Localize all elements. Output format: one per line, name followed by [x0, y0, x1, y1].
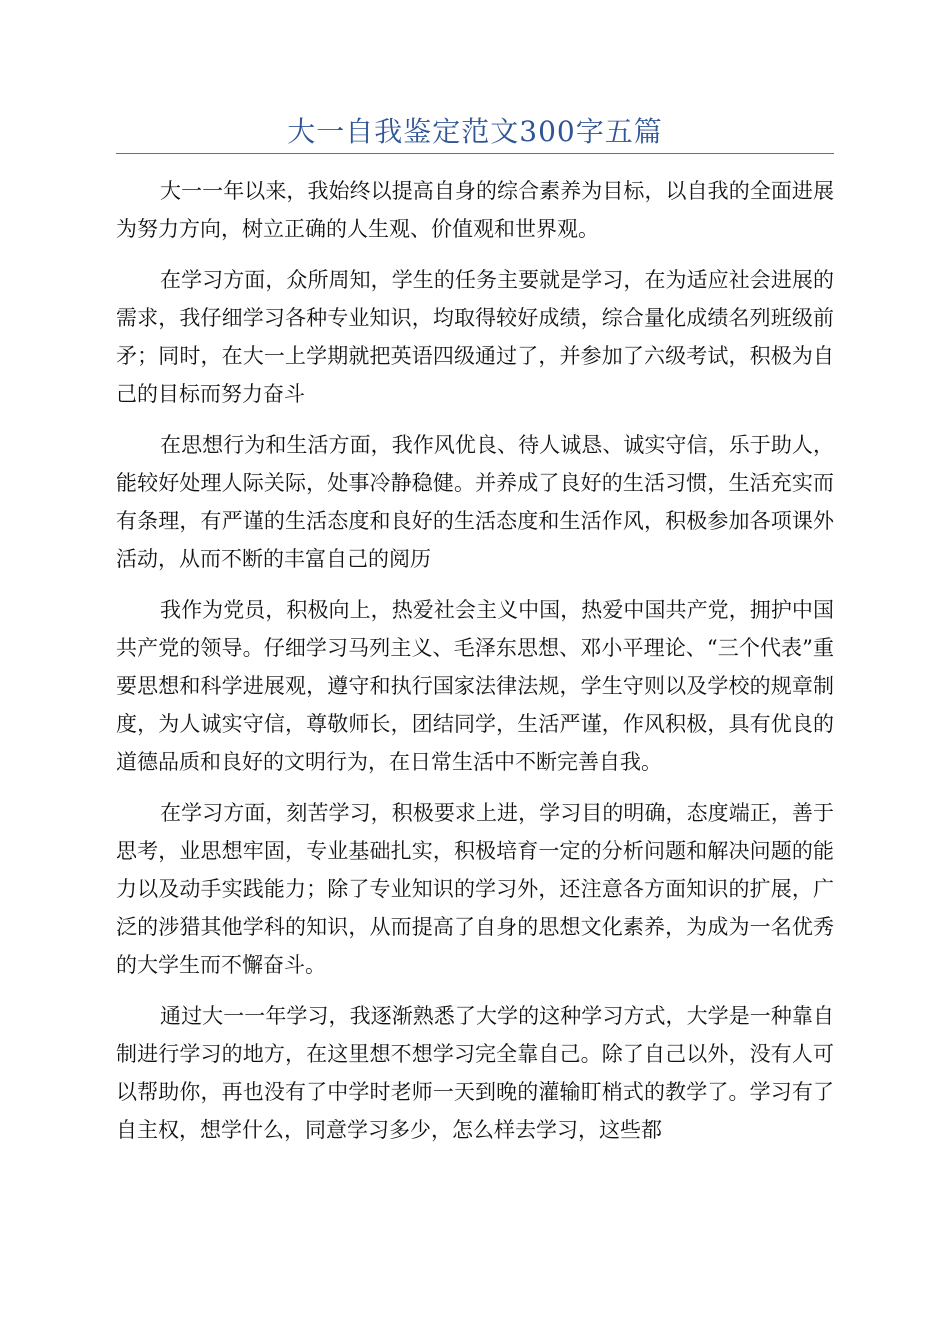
title-block	[116, 112, 834, 152]
paragraph-3: 在思想行为和生活方面，我作风优良、待人诚恳、诚实守信，乐于助人，能较好处理人际关际，处事冷静稳健。并养成了良好的生活习惯，生活充实而有条理，有严谨的生活态度和良好的生活态度和生活作风，积极参加各项课外活动，从而不断的丰富自己的阅历	[116, 433, 834, 571]
paragraph-1: 大一一年以来，我始终以提高自身的综合素养为目标，以自我的全面进展为努力方向，树立正确的人生观、价值观和世界观。	[116, 179, 834, 241]
paragraph-5: 在学习方面，刻苦学习，积极要求上进，学习目的明确，态度端正，善于思考，业思想牢固，专业基础扎实，积极培育一定的分析问题和解决问题的能力以及动手实践能力；除了专业知识的学习外，还注意各方面知识的扩展，广泛的涉猎其他学科的知识，从而提高了自身的思想文化素养，为成为一名优秀的大学生而不懈奋斗。	[116, 801, 834, 977]
document-body	[116, 172, 834, 1162]
paragraph-6: 通过大一一年学习，我逐渐熟悉了大学的这种学习方式，大学是一种靠自制进行学习的地方，在这里想不想学习完全靠自己。除了自己以外，没有人可以帮助你，再也没有了中学时老师一天到晚的灌输盯梢式的教学了。学习有了自主权，想学什么，同意学习多少，怎么样去学习，这些都	[116, 1004, 834, 1142]
title-underline	[116, 153, 834, 154]
paragraph-4: 我作为党员，积极向上，热爱社会主义中国，热爱中国共产党，拥护中国共产党的领导。仔细学习马列主义、毛泽东思想、邓小平理论、“三个代表”重要思想和科学进展观，遵守和执行国家法律法规，学生守则以及学校的规章制度，为人诚实守信，尊敬师长，团结同学，生活严谨，作风积极，具有优良的道德品质和良好的文明行为，在日常生活中不断完善自我。	[116, 598, 834, 774]
paragraph-2: 在学习方面，众所周知，学生的任务主要就是学习，在为适应社会进展的需求，我仔细学习各种专业知识，均取得较好成绩，综合量化成绩名列班级前矛；同时，在大一上学期就把英语四级通过了，并参加了六级考试，积极为自己的目标而努力奋斗	[116, 268, 834, 406]
document-title: 大一自我鉴定范文300字五篇	[287, 115, 663, 148]
